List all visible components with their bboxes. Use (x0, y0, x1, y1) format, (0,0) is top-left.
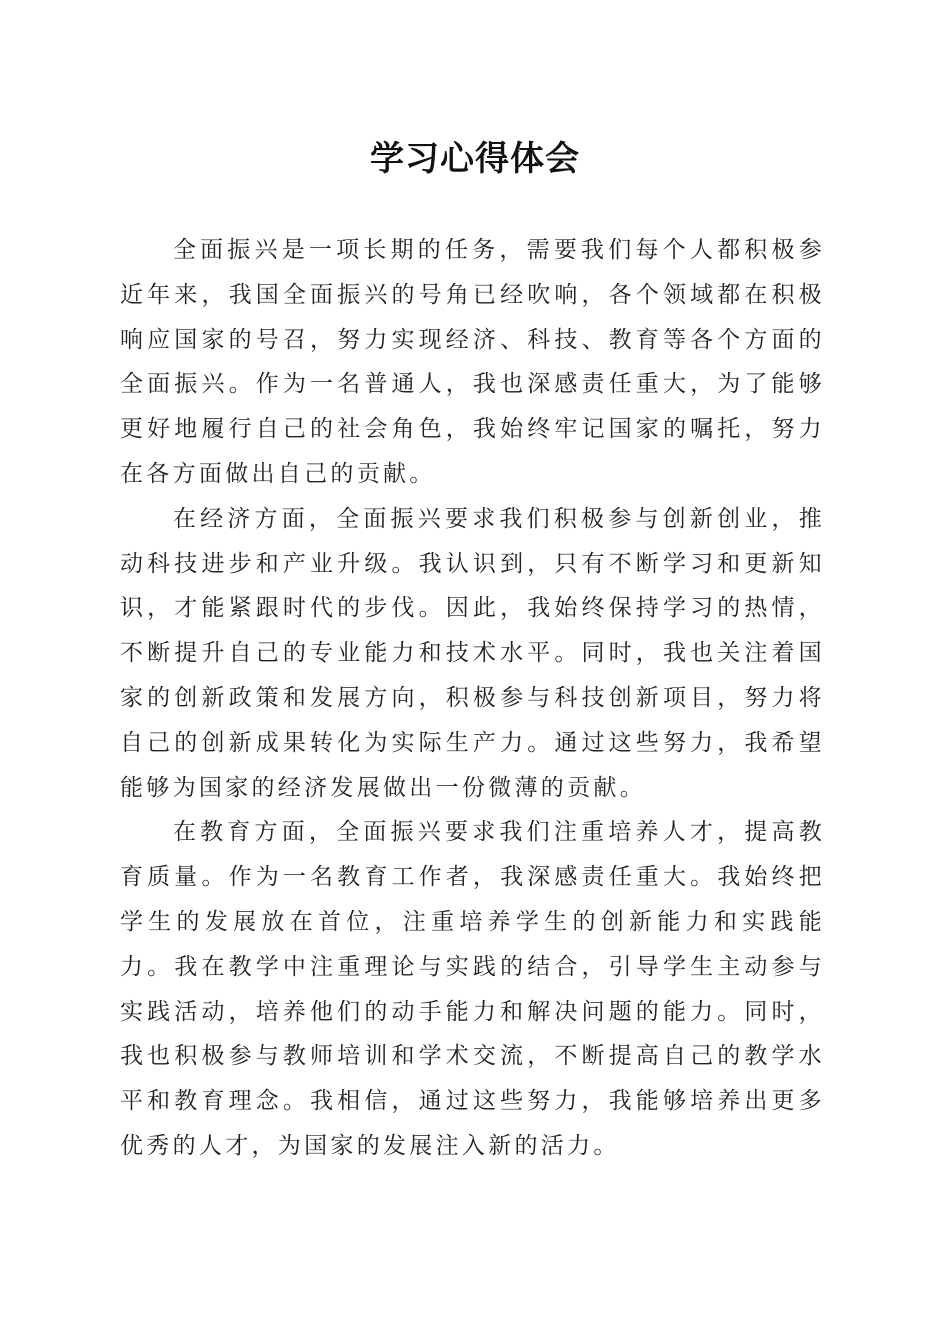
document-title: 学习心得体会 (370, 139, 580, 179)
paragraph-intro: 全面振兴是一项长期的任务，需要我们每个人都积极参近年来，我国全面振兴的号角已经吹响，各个领域都在积极响应国家的号召，努力实现经济、科技、教育等各个方面的全面振兴。作为一名普通人，我也深感责任重大，为了能够更好地履行自己的社会角色，我始终牢记国家的嘱托，努力在各方面做出自己的贡献。 (120, 237, 825, 487)
paragraph-education: 在教育方面，全面振兴要求我们注重培养人才，提高教育质量。作为一名教育工作者，我深感责任重大。我始终把学生的发展放在首位，注重培养学生的创新能力和实践能力。我在教学中注重理论与实践的结合，引导学生主动参与实践活动，培养他们的动手能力和解决问题的能力。同时，我也积极参与教师培训和学术交流，不断提高自己的教学水平和教育理念。我相信，通过这些努力，我能够培养出更多优秀的人才，为国家的发展注入新的活力。 (120, 819, 825, 1159)
paragraph-economy: 在经济方面，全面振兴要求我们积极参与创新创业，推动科技进步和产业升级。我认识到，只有不断学习和更新知识，才能紧跟时代的步伐。因此，我始终保持学习的热情，不断提升自己的专业能力和技术水平。同时，我也关注着国家的创新政策和发展方向，积极参与科技创新项目，努力将自己的创新成果转化为实际生产力。通过这些努力，我希望能够为国家的经济发展做出一份微薄的贡献。 (120, 505, 825, 801)
document-body (120, 228, 825, 1169)
